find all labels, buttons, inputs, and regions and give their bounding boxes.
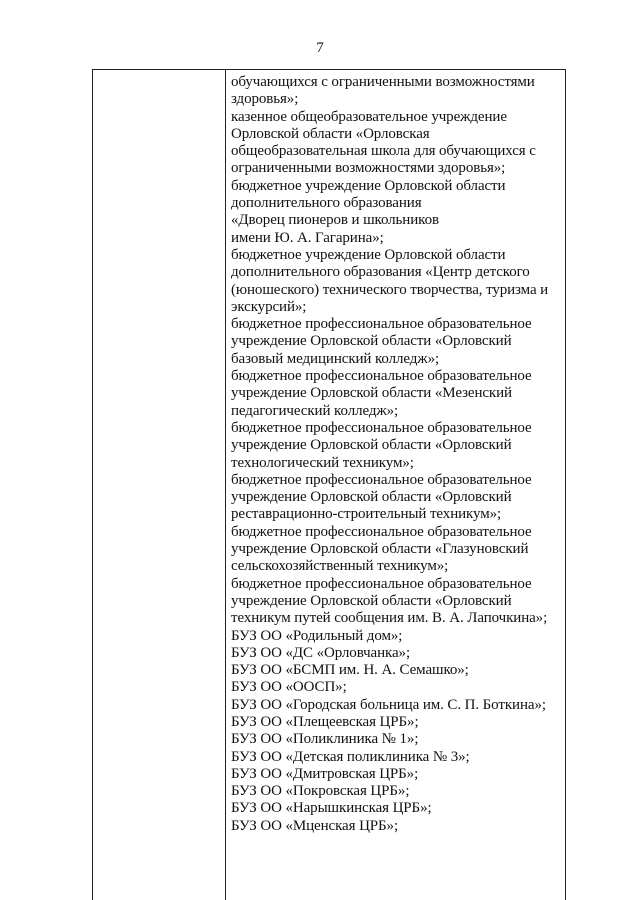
list-item: бюджетное профессиональное образовательное — [231, 316, 532, 333]
list-item: техникум путей сообщения им. В. А. Лапочкина»; — [231, 610, 548, 627]
list-item: (юношеского) технического творчества, туризма и — [231, 281, 549, 298]
document-table — [92, 69, 566, 900]
list-item: учреждение Орловской области «Мезенский — [231, 385, 512, 402]
list-item: экскурсий»; — [231, 298, 307, 315]
list-item: педагогический колледж»; — [231, 402, 399, 419]
list-item: дополнительного образования — [231, 195, 422, 212]
list-item: БУЗ ОО «Мценская ЦРБ»; — [231, 817, 399, 834]
list-item: БУЗ ОО «Родильный дом»; — [231, 627, 403, 644]
list-item: бюджетное профессиональное образовательное — [231, 575, 532, 592]
list-item: БУЗ ОО «Покровская ЦРБ»; — [231, 783, 410, 800]
list-item: бюджетное профессиональное образовательное — [231, 523, 532, 540]
table-left-cell — [93, 70, 226, 900]
institution-list — [231, 74, 563, 835]
list-item: бюджетное профессиональное образовательное — [231, 419, 532, 436]
list-item: БУЗ ОО «Детская поликлиника № 3»; — [231, 748, 470, 765]
list-item: учреждение Орловской области «Орловский — [231, 592, 512, 609]
list-item: бюджетное профессиональное образовательное — [231, 368, 532, 385]
list-item: БУЗ ОО «БСМП им. Н. А. Семашко»; — [231, 662, 469, 679]
list-item: БУЗ ОО «Плещеевская ЦРБ»; — [231, 713, 419, 730]
list-item: казенное общеобразовательное учреждение — [231, 108, 507, 125]
list-item: бюджетное профессиональное образовательное — [231, 471, 532, 488]
list-item: имени Ю. А. Гагарина»; — [231, 229, 384, 246]
list-item: бюджетное учреждение Орловской области — [231, 177, 506, 194]
list-item: БУЗ ОО «Дмитровская ЦРБ»; — [231, 765, 419, 782]
list-item: технологический техникум»; — [231, 454, 414, 471]
table-right-cell — [231, 74, 563, 835]
list-item: Орловской области «Орловская — [231, 125, 430, 142]
list-item: учреждение Орловской области «Глазуновский — [231, 541, 529, 558]
list-item: базовый медицинский колледж»; — [231, 350, 440, 367]
list-item: БУЗ ОО «ДС «Орловчанка»; — [231, 644, 411, 661]
list-item: учреждение Орловской области «Орловский — [231, 333, 512, 350]
list-item: обучающихся с ограниченными возможностями — [231, 74, 535, 90]
list-item: «Дворец пионеров и школьников — [231, 212, 439, 229]
list-item: общеобразовательная школа для обучающихся с — [231, 143, 536, 160]
list-item: ограниченными возможностями здоровья»; — [231, 160, 506, 177]
list-item: учреждение Орловской области «Орловский — [231, 489, 512, 506]
list-item: здоровья»; — [231, 91, 299, 108]
list-item: учреждение Орловской области «Орловский — [231, 437, 512, 454]
list-item: реставрационно-строительный техникум»; — [231, 506, 502, 523]
list-item: сельскохозяйственный техникум»; — [231, 558, 449, 575]
list-item: бюджетное учреждение Орловской области — [231, 246, 506, 263]
list-item: БУЗ ОО «Городская больница им. С. П. Боткина»; — [231, 696, 546, 713]
list-item: БУЗ ОО «ООСП»; — [231, 679, 347, 696]
page-number: 7 — [316, 40, 324, 56]
list-item: БУЗ ОО «Поликлиника № 1»; — [231, 731, 419, 748]
list-item: БУЗ ОО «Нарышкинская ЦРБ»; — [231, 800, 432, 817]
list-item: дополнительного образования «Центр детского — [231, 264, 530, 281]
